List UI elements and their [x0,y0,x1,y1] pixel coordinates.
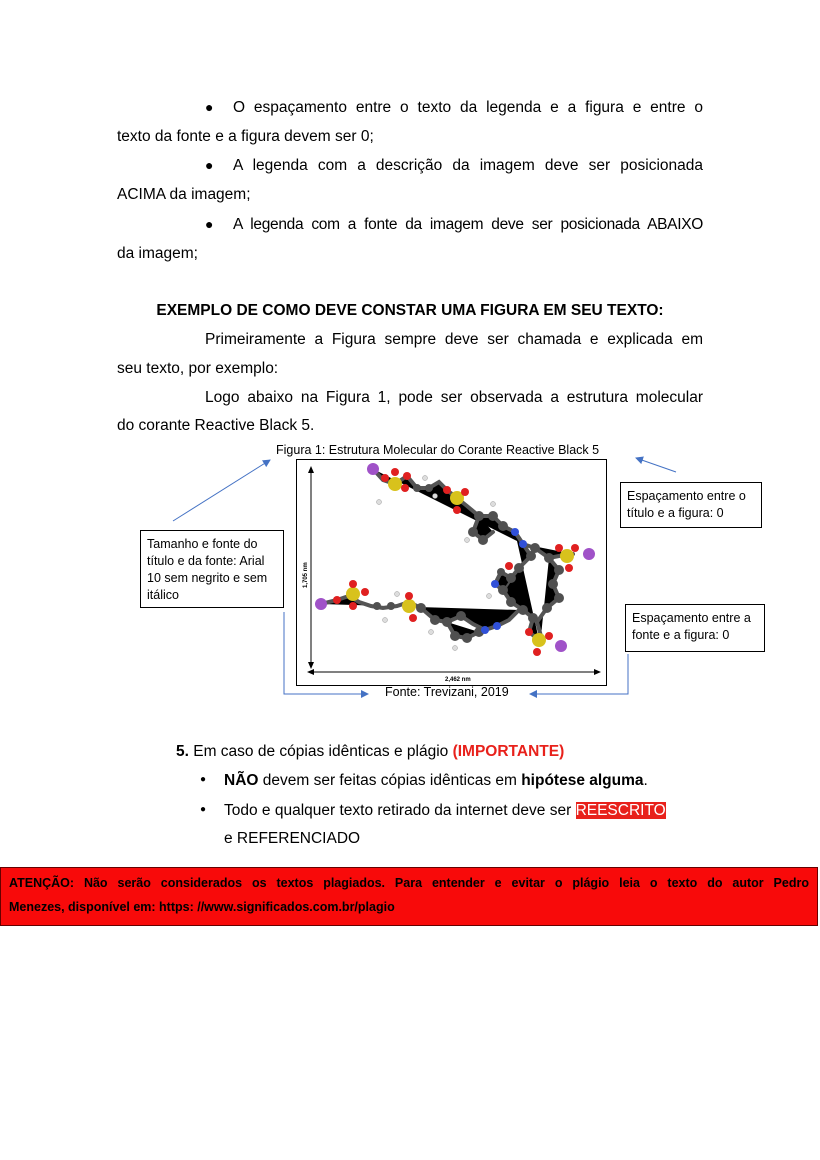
highlight-reescrito: REESCRITO [575,802,666,819]
bullet-2-text: Todo e qualquer texto retirado da internet deve ser [224,802,576,819]
important-label: (IMPORTANTE) [452,743,565,760]
alert-line-1: ATENÇÃO: Não serão considerados os textos plagiados. Para entender e evitar o plágio leia o texto do autor Pedro [9,876,809,890]
paragraph-1-line2: seu texto, por exemplo: [117,360,279,377]
dimension-vertical: 1,705 nm [303,562,309,588]
note-box-source-spacing: Espaçamento entre a fonte e a figura: 0 [625,604,765,652]
arrow-source-spacing [530,654,628,694]
figure-caption: Figura 1: Estrutura Molecular do Corante Reactive Black 5 [276,443,600,457]
arrow-to-source [284,612,368,694]
bullet-1-text: devem ser feitas cópias idênticas em [258,772,522,789]
bullet-dot: ● [200,774,207,785]
bullet-dot: ● [200,804,207,815]
item-5-bullet-2 [224,800,666,822]
bullet-1-line1: O espaçamento entre o texto da legenda e a figura e entre o [233,99,703,116]
arrow-title-spacing [636,458,676,472]
alert-line-2: Menezes, disponível em: https: //www.significados.com.br/plagio [9,900,395,914]
bullet-2-line1: A legenda com a descrição da imagem deve ser posicionada [233,157,703,174]
note-box-title-spacing: Espaçamento entre o título e a figura: 0 [620,482,762,528]
bullet-2-line2: ACIMA da imagem; [117,186,251,203]
bullet-1-end: . [643,772,648,789]
bullet-3-line1: A legenda com a fonte da imagem deve ser posicionada ABAIXO [233,216,703,233]
bullet-dot: ● [205,99,214,115]
item-5 [176,742,564,762]
item-5-text: Em caso de cópias idênticas e plágio [188,743,453,760]
bullet-1-line2: texto da fonte e a figura devem ser 0; [117,128,374,145]
arrow-to-caption [173,460,270,521]
paragraph-2-line1: Logo abaixo na Figura 1, pode ser observada a estrutura molecular [205,389,703,406]
paragraph-1-line1: Primeiramente a Figura sempre deve ser chamada e explicada em [205,331,703,348]
item-5-bullet-1 [224,770,648,792]
plagiarism-alert [0,867,818,926]
dimension-horizontal: 2,462 nm [445,677,471,683]
bullet-dot: ● [205,157,214,173]
bullet-dot: ● [205,216,214,232]
paragraph-2-line2: do corante Reactive Black 5. [117,417,315,434]
bold-hipotese: hipótese alguma [521,772,644,789]
bullet-3-line2: da imagem; [117,245,198,262]
section-title: EXEMPLO DE COMO DEVE CONSTAR UMA FIGURA EM SEU TEXTO: [156,302,664,319]
figure-source: Fonte: Trevizani, 2019 [385,685,509,699]
note-box-font: Tamanho e fonte do título e da fonte: Arial 10 sem negrito e sem itálico [140,530,284,608]
bold-nao: NÃO [224,772,259,789]
item-5-number: 5. [176,743,189,760]
item-5-bullet-2-line2: e REFERENCIADO [224,830,361,847]
